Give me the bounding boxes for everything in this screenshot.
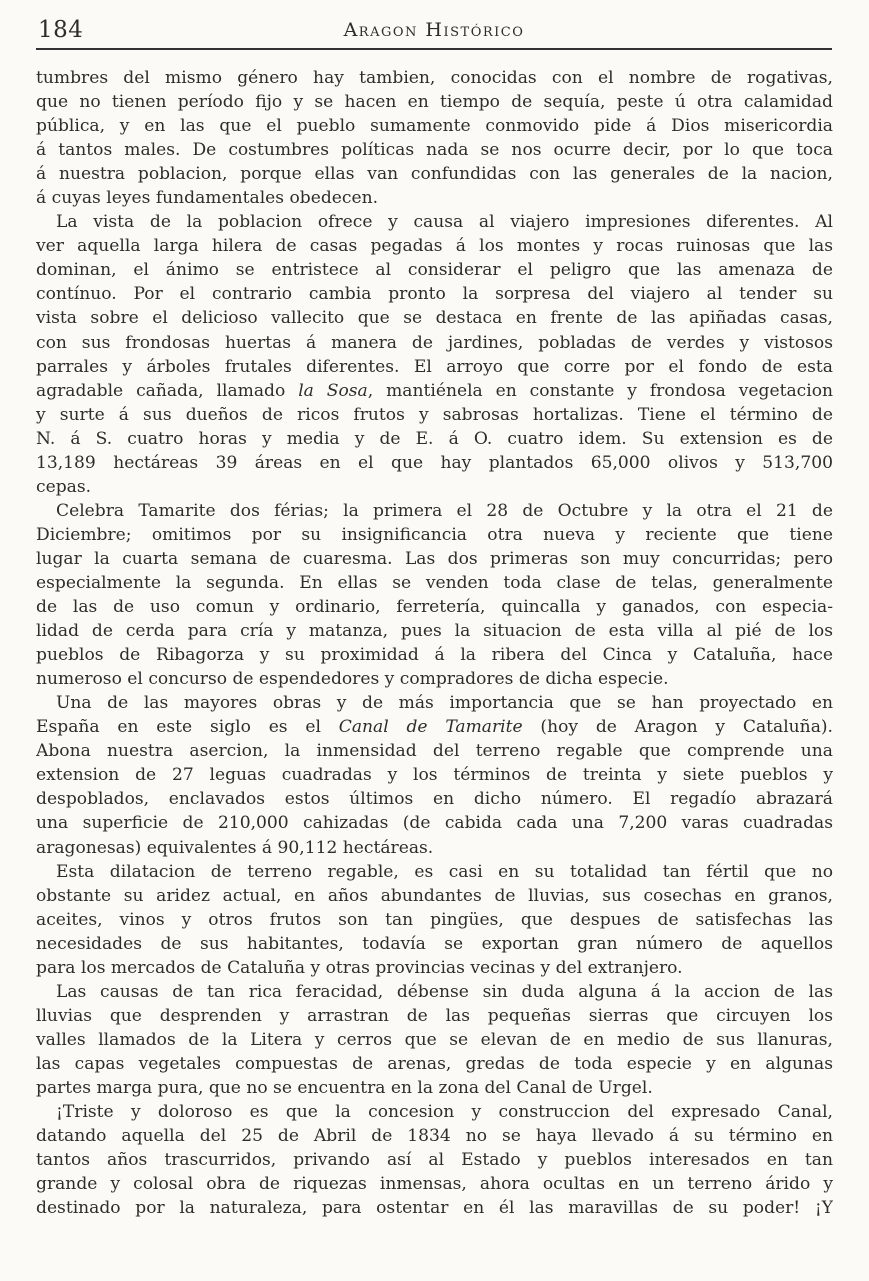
text-line: numeroso el concurso de espendedores y compradores de dicha especie.: [36, 669, 669, 690]
running-title: Aragon Histórico: [343, 19, 525, 41]
page-header: [36, 14, 832, 52]
text-line: parrales y árboles frutales diferentes. El arroyo que corre por el fondo de esta: [36, 356, 833, 377]
text-line: agradable cañada, llamado la Sosa, mantiénela en constante y frondosa vegetacion: [36, 380, 833, 401]
text-line: La vista de la poblacion ofrece y causa al viajero impresiones diferentes. Al: [56, 212, 833, 233]
italic-phrase: la Sosa: [298, 380, 368, 401]
text-line: aceites, vinos y otros frutos son tan pingües, que despues de satisfechas las: [36, 909, 833, 930]
text-line: obstante su aridez actual, en años abundantes de lluvias, sus cosechas en granos,: [36, 885, 833, 906]
text-line: Diciembre; omitimos por su insignificancia otra nueva y reciente que tiene: [36, 524, 833, 545]
header-rule: [36, 48, 832, 50]
text-line: lluvias que desprenden y arrastran de las pequeñas sierras que circuyen los: [36, 1005, 833, 1026]
text-line: tumbres del mismo género hay tambien, conocidas con el nombre de rogativas,: [36, 68, 833, 88]
text-line: ver aquella larga hilera de casas pegadas á los montes y rocas ruinosas que las: [36, 236, 833, 257]
text-line: de las de uso comun y ordinario, ferretería, quincalla y ganados, con especia-: [36, 597, 833, 618]
text-line: N. á S. cuatro horas y media y de E. á O. cuatro idem. Su extension es de: [36, 428, 833, 449]
text-line: contínuo. Por el contrario cambia pronto la sorpresa del viajero al tender su: [36, 284, 833, 305]
text-line: España en este siglo es el Canal de Tamarite (hoy de Aragon y Cataluña).: [36, 717, 833, 738]
text-line: cepas.: [36, 476, 92, 497]
text-line: 13,189 hectáreas 39 áreas en el que hay plantados 65,000 olivos y 513,700: [36, 452, 833, 473]
page-number: 184: [38, 17, 84, 43]
text-line: grande y colosal obra de riquezas inmensas, ahora ocultas en un terreno árido y: [36, 1174, 833, 1195]
text-line: ¡Triste y doloroso es que la concesion y construccion del expresado Canal,: [56, 1102, 833, 1123]
text-line: lugar la cuarta semana de cuaresma. Las dos primeras son muy concurridas; pero: [36, 548, 833, 569]
text-line: y surte á sus dueños de ricos frutos y sabrosas hortalizas. Tiene el término de: [36, 404, 833, 425]
text-line: lidad de cerda para cría y matanza, pues la situacion de esta villa al pié de los: [36, 621, 833, 642]
text-line: pública, y en las que el pueblo sumamente conmovido pide á Dios misericordia: [36, 116, 833, 137]
body-text: [36, 66, 833, 1220]
text-line: pueblos de Ribagorza y su proximidad á la ribera del Cinca y Cataluña, hace: [36, 645, 833, 666]
text-line: Esta dilatacion de terreno regable, es casi en su totalidad tan fértil que no: [56, 861, 833, 882]
text-line: especialmente la segunda. En ellas se venden toda clase de telas, generalmente: [36, 572, 833, 593]
text-line: valles llamados de la Litera y cerros que se elevan de en medio de sus llanuras,: [36, 1029, 833, 1050]
text-line: extension de 27 leguas cuadradas y los términos de treinta y siete pueblos y: [36, 765, 833, 786]
text-line: aragonesas) equivalentes á 90,112 hectáreas.: [36, 837, 434, 858]
text-line: despoblados, enclavados estos últimos en dicho número. El regadío abrazará: [36, 789, 833, 810]
text-line: partes marga pura, que no se encuentra en la zona del Canal de Urgel.: [36, 1077, 653, 1098]
text-line: á nuestra poblacion, porque ellas van confundidas con las generales de la nacion,: [36, 164, 833, 185]
text-line: las capas vegetales compuestas de arenas, gredas de toda especie y en algunas: [36, 1053, 833, 1074]
text-line: Una de las mayores obras y de más importancia que se han proyectado en: [56, 693, 833, 714]
italic-phrase: Canal de Tamarite: [338, 717, 523, 738]
text-line: necesidades de sus habitantes, todavía se exportan gran número de aquellos: [36, 933, 833, 954]
text-line: Abona nuestra asercion, la inmensidad del terreno regable que comprende una: [36, 741, 833, 762]
text-line: que no tienen período fijo y se hacen en tiempo de sequía, peste ú otra calamidad: [36, 92, 833, 113]
text-line: datando aquella del 25 de Abril de 1834 no se haya llevado á su término en: [36, 1126, 833, 1147]
text-line: vista sobre el delicioso vallecito que se destaca en frente de las apiñadas casas,: [36, 308, 833, 329]
text-line: para los mercados de Cataluña y otras provincias vecinas y del extranjero.: [36, 957, 683, 978]
text-line: dominan, el ánimo se entristece al considerar el peligro que las amenaza de: [36, 260, 833, 281]
text-line: destinado por la naturaleza, para ostentar en él las maravillas de su poder! ¡Y: [36, 1198, 833, 1219]
text-line: á cuyas leyes fundamentales obedecen.: [36, 188, 379, 209]
text-line: á tantos males. De costumbres políticas nada se nos ocurre decir, por lo que toca: [36, 140, 833, 161]
text-line: una superficie de 210,000 cahizadas (de cabida cada una 7,200 varas cuadradas: [36, 813, 833, 834]
text-line: Celebra Tamarite dos férias; la primera el 28 de Octubre y la otra el 21 de: [56, 500, 833, 521]
text-line: Las causas de tan rica feracidad, débense sin duda alguna á la accion de las: [56, 981, 833, 1002]
text-line: con sus frondosas huertas á manera de jardines, pobladas de verdes y vistosos: [36, 332, 833, 353]
text-line: tantos años trascurridos, privando así al Estado y pueblos interesados en tan: [36, 1150, 833, 1171]
